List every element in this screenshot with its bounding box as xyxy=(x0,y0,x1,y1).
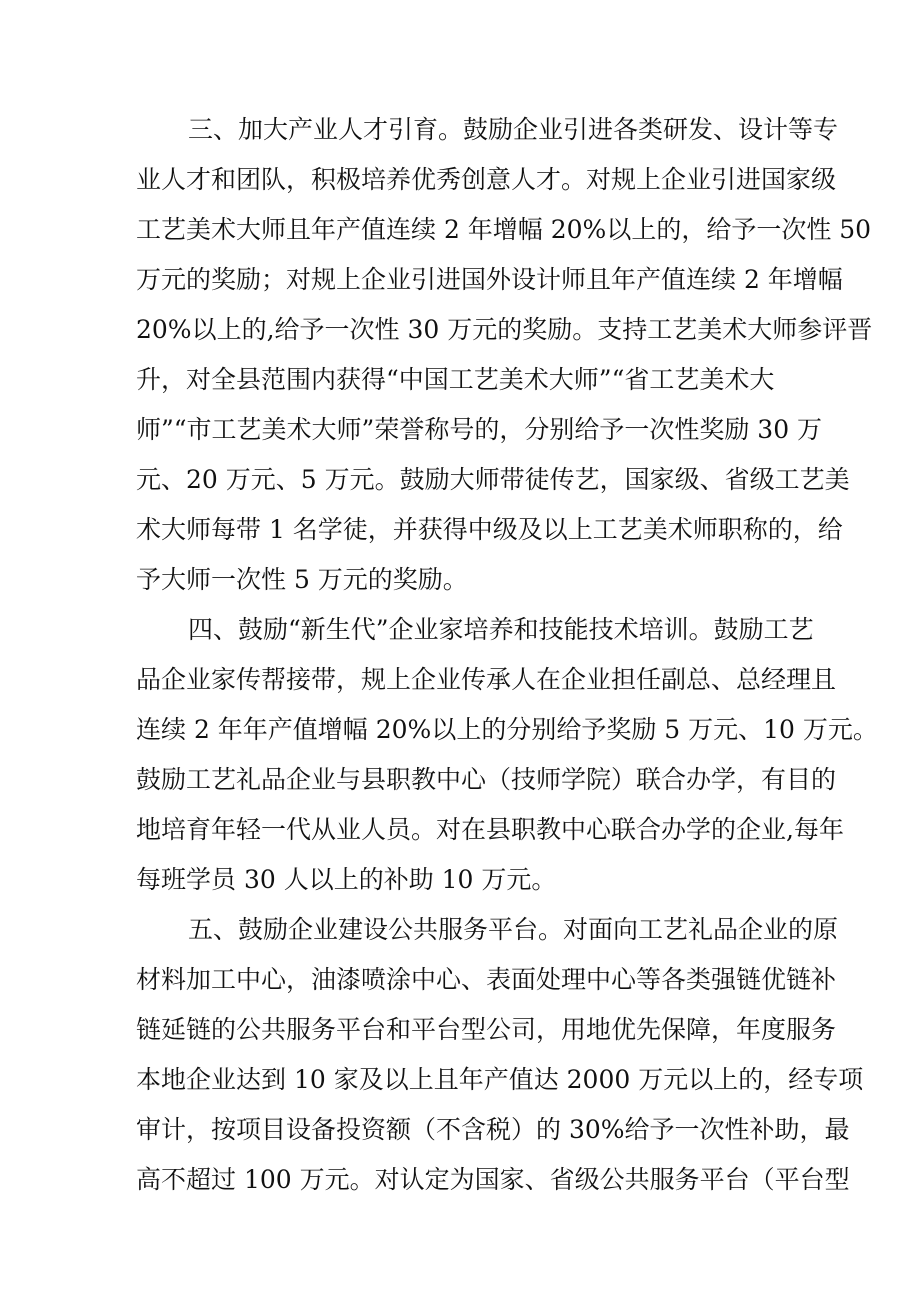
paragraph-1-line-5: 20%以上的,给予一次性 30 万元的奖励。支持工艺美术大师参评晋 xyxy=(136,315,873,344)
paragraph-1-line-7: 师”“市工艺美术大师”荣誉称号的，分别给予一次性奖励 30 万 xyxy=(136,415,823,444)
paragraph-1-line-8: 元、20 万元、5 万元。鼓励大师带徒传艺，国家级、省级工艺美 xyxy=(136,465,850,494)
paragraph-2-line-5: 地培育年轻一代从业人员。对在县职教中心联合办学的企业,每年 xyxy=(136,815,844,844)
paragraph-1-line-6: 升，对全县范围内获得“中国工艺美术大师”“省工艺美术大 xyxy=(136,365,775,394)
paragraph-1-line-4: 万元的奖励；对规上企业引进国外设计师且年产值连续 2 年增幅 xyxy=(136,265,843,294)
paragraph-1-line-10: 予大师一次性 5 万元的奖励。 xyxy=(136,565,468,594)
paragraph-3-line-3: 链延链的公共服务平台和平台型公司，用地优先保障，年度服务 xyxy=(136,1015,837,1044)
paragraph-1-line-9: 术大师每带 1 名学徒，并获得中级及以上工艺美术师职称的，给 xyxy=(136,515,843,544)
paragraph-2-line-3: 连续 2 年年产值增幅 20%以上的分别给予奖励 5 万元、10 万元。 xyxy=(136,715,878,744)
paragraph-3-line-6: 高不超过 100 万元。对认定为国家、省级公共服务平台（平台型 xyxy=(136,1165,850,1194)
paragraph-3-line-2: 材料加工中心，油漆喷涂中心、表面处理中心等各类强链优链补 xyxy=(136,965,837,994)
paragraph-1-line-1: 三、加大产业人才引育。鼓励企业引进各类研发、设计等专 xyxy=(188,115,839,144)
paragraph-2-line-4: 鼓励工艺礼品企业与县职教中心（技师学院）联合办学，有目的 xyxy=(136,765,837,794)
paragraph-2-line-6: 每班学员 30 人以上的补助 10 万元。 xyxy=(136,865,557,894)
paragraph-3-line-4: 本地企业达到 10 家及以上且年产值达 2000 万元以上的，经专项 xyxy=(136,1065,864,1094)
paragraph-1-line-3: 工艺美术大师且年产值连续 2 年增幅 20%以上的，给予一次性 50 xyxy=(136,215,872,244)
paragraph-2-line-2: 品企业家传帮接带，规上企业传承人在企业担任副总、总经理且 xyxy=(136,665,837,694)
paragraph-2-line-1: 四、鼓励“新生代”企业家培养和技能技术培训。鼓励工艺 xyxy=(188,615,814,644)
paragraph-3-line-5: 审计，按项目设备投资额（不含税）的 30%给予一次性补助，最 xyxy=(136,1115,850,1144)
paragraph-3-line-1: 五、鼓励企业建设公共服务平台。对面向工艺礼品企业的原 xyxy=(188,915,839,944)
paragraph-1-line-2: 业人才和团队，积极培养优秀创意人才。对规上企业引进国家级 xyxy=(136,165,837,194)
